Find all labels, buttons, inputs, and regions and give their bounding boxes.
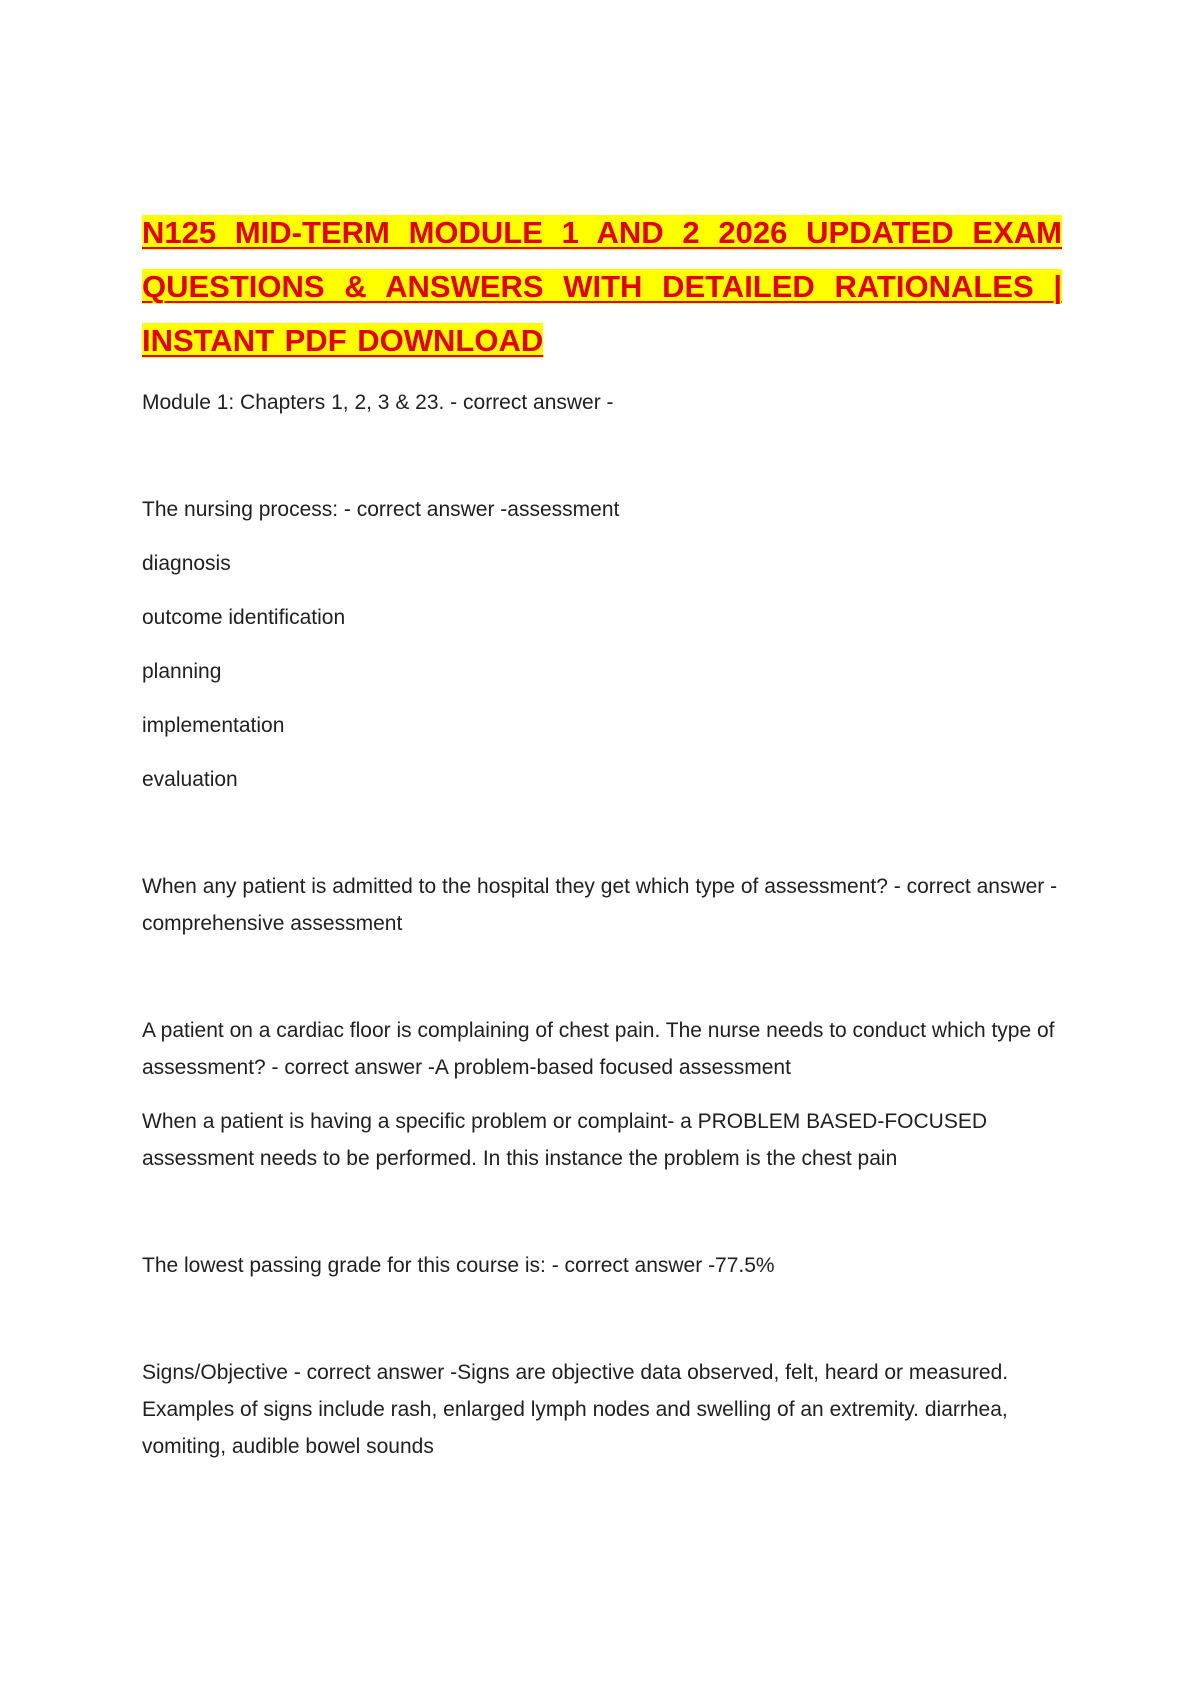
document-content: [142, 206, 1062, 1465]
nursing-process-item: outcome identification: [142, 606, 346, 629]
document-title-text: N125 MID-TERM MODULE 1 AND 2 2026 UPDATED EXAM QUESTIONS & ANSWERS WITH DETAILED RATIONALES | INSTANT PDF DOWNLOAD: [142, 215, 1062, 358]
cardiac-assessment-rationale: When a patient is having a specific problem or complaint- a PROBLEM BASED-FOCUSED assessment needs to be performed. In this instance the problem is the chest pain: [142, 1110, 987, 1170]
signs-objective-question: Signs/Objective - correct answer -Signs are objective data observed, felt, heard or measured. Examples of signs include rash, enlarged lymph nodes and swelling of an extremity. diarrhea, vomiting, audible bowel sounds: [142, 1361, 1009, 1458]
nursing-process-question: The nursing process: - correct answer -assessment: [142, 498, 620, 521]
cardiac-assessment-question: A patient on a cardiac floor is complaining of chest pain. The nurse needs to conduct which type of assessment? - correct answer -A problem-based focused assessment: [142, 1019, 1055, 1079]
module-line: Module 1: Chapters 1, 2, 3 & 23. - correct answer -: [142, 391, 614, 414]
admission-assessment-question: When any patient is admitted to the hospital they get which type of assessment? - correct answer -comprehensive assessment: [142, 875, 1058, 935]
nursing-process-item: evaluation: [142, 768, 238, 791]
nursing-process-item: diagnosis: [142, 552, 231, 575]
nursing-process-item: implementation: [142, 714, 285, 737]
document-title: [142, 206, 1062, 368]
passing-grade-question: The lowest passing grade for this course is: - correct answer -77.5%: [142, 1254, 775, 1277]
nursing-process-item: planning: [142, 660, 222, 683]
